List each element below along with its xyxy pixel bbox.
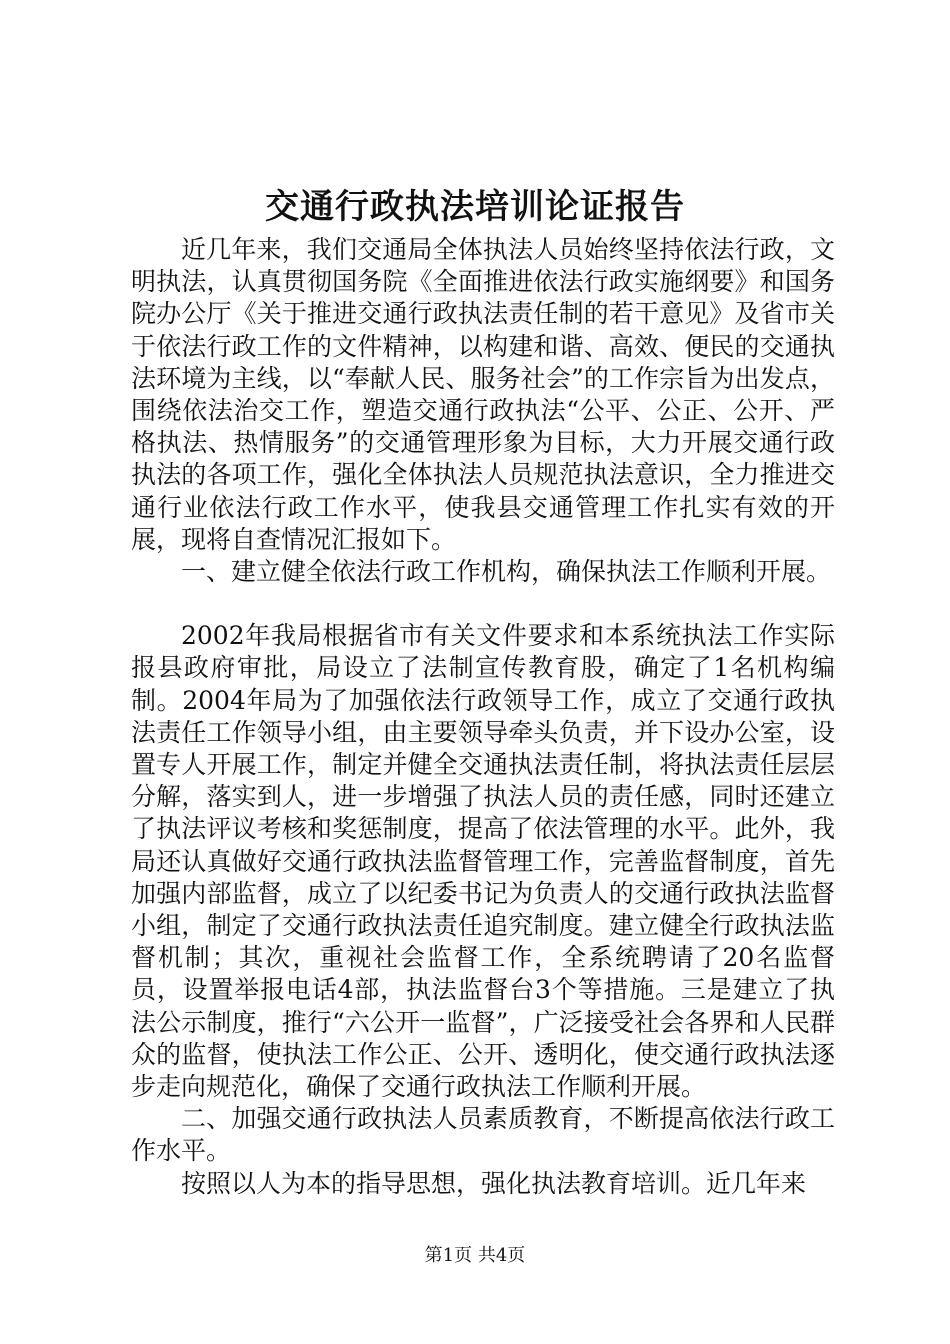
document-body: [131, 234, 835, 1200]
paragraph-section-1: 2002年我局根据省市有关文件要求和本系统执法工作实际报县政府审批，局设立了法制宣传教育股，确定了1名机构编制。2004年局为了加强依法行政领导工作，成立了交通行政执法责任工作领导小组，由主要领导牵头负责，并下设办公室，设置专人开展工作，制定并健全交通执法责任制，将执法责任层层分解，落实到人，进一步增强了执法人员的责任感，同时还建立了执法评议考核和奖惩制度，提高了依法管理的水平。此外，我局还认真做好交通行政执法监督管理工作，完善监督制度，首先加强内部监督，成立了以纪委书记为负责人的交通行政执法监督小组，制定了交通行政执法责任追究制度。建立健全行政执法监督机制；其次，重视社会监督工作，全系统聘请了20名监督员，设置举报电话4部，执法监督台3个等措施。三是建立了执法公示制度，推行“六公开一监督”，广泛接受社会各界和人民群众的监督，使执法工作公正、公开、透明化，使交通行政执法逐步走向规范化，确保了交通行政执法工作顺利开展。: [131, 621, 835, 1102]
section-heading-2: 二、加强交通行政执法人员素质教育，不断提高依法行政工作水平。: [131, 1104, 835, 1166]
paragraph-intro: 近几年来，我们交通局全体执法人员始终坚持依法行政，文明执法，认真贯彻国务院《全面推进依法行政实施纲要》和国务院办公厅《关于推进交通行政执法责任制的若干意见》及省市关于依法行政工作的文件精神，以构建和谐、高效、便民的交通执法环境为主线，以“奉献人民、服务社会”的工作宗旨为出发点，围绕依法治交工作，塑造交通行政执法“公平、公正、公开、严格执法、热情服务”的交通管理形象为目标，大力开展交通行政执法的各项工作，强化全体执法人员规范执法意识，全力推进交通行业依法行政工作水平，使我县交通管理工作扎实有效的开展，现将自查情况汇报如下。: [131, 235, 835, 554]
page-number-footer: 第1页 共4页: [424, 1245, 526, 1266]
paragraph-section-2: 按照以人为本的指导思想，强化执法教育培训。近几年来: [181, 1168, 807, 1198]
document-title: 交通行政执法培训论证报告: [265, 187, 685, 227]
section-heading-1: 一、建立健全依法行政工作机构，确保执法工作顺利开展。: [181, 557, 832, 587]
